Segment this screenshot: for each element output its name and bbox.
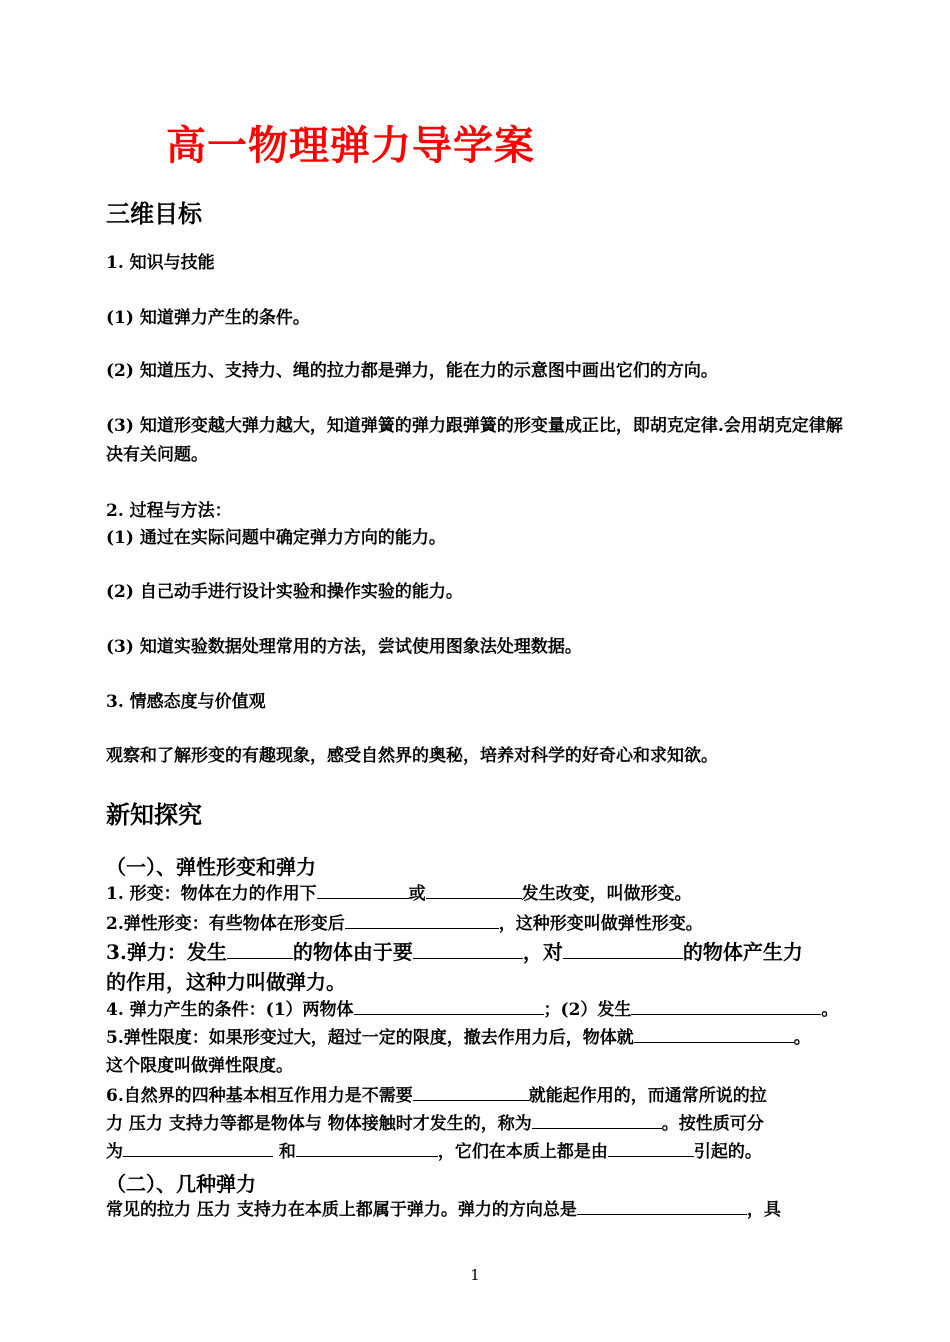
page-number: 1 <box>470 1266 480 1284</box>
question-7: 常见的拉力 压力 支持力在本质上都属于弹力。弹力的方向总是 ，具 <box>106 1196 848 1223</box>
section-heading-goals: 三维目标 <box>106 199 202 228</box>
emotion-item-1: 观察和了解形变的有趣现象，感受自然界的奥秘，培养对科学的好奇心和求知欲。 <box>106 746 718 766</box>
document-title: 高一物理弹力导学案 <box>166 122 535 169</box>
answer-blank[interactable] <box>631 996 821 1015</box>
subsection-types: （二）、几种弹力 <box>106 1172 256 1196</box>
answer-blank[interactable] <box>577 1196 747 1215</box>
subsection-elastic: （一）、弹性形变和弹力 <box>106 855 316 879</box>
answer-blank[interactable] <box>634 1024 794 1043</box>
question-2: 2.弹性形变：有些物体在形变后 ，这种形变叫做弹性形变。 <box>106 910 848 937</box>
answer-blank[interactable] <box>563 940 683 959</box>
knowledge-item-3: (3) 知道形变越大弹力越大，知道弹簧的弹力跟弹簧的形变量成正比，即胡克定律.会用胡克定律解决有关问题。 <box>106 416 843 465</box>
question-1: 1. 形变：物体在力的作用下 或 发生改变，叫做形变。 <box>106 880 848 907</box>
answer-blank[interactable] <box>413 1082 529 1101</box>
process-title: 2. 过程与方法： <box>106 501 232 521</box>
answer-blank[interactable] <box>354 996 544 1015</box>
process-item-3: (3) 知道实验数据处理常用的方法，尝试使用图象法处理数据。 <box>106 637 582 657</box>
process-item-2: (2) 自己动手进行设计实验和操作实验的能力。 <box>106 582 463 602</box>
section-heading-explore: 新知探究 <box>106 800 202 829</box>
answer-blank[interactable] <box>227 940 293 959</box>
answer-blank[interactable] <box>317 880 409 899</box>
knowledge-title: 1. 知识与技能 <box>106 253 215 273</box>
question-5: 5.弹性限度：如果形变过大，超过一定的限度，撤去作用力后，物体就 。 这个限度叫做弹性限度。 <box>106 1024 848 1080</box>
answer-blank[interactable] <box>413 940 523 959</box>
question-6: 6.自然界的四种基本相互作用力是不需要 就能起作用的，而通常所说的拉 力 压力 支持力等都是物体与 物体接触时才发生的，称为 。按性质可分 为 和 ，它们在本质上都是由 引起的。 <box>106 1082 848 1166</box>
answer-blank[interactable] <box>426 880 522 899</box>
answer-blank[interactable] <box>532 1110 662 1129</box>
knowledge-item-2: (2) 知道压力、支持力、绳的拉力都是弹力，能在力的示意图中画出它们的方向。 <box>106 361 718 381</box>
question-4: 4. 弹力产生的条件：(1）两物体 ；(2）发生 。 <box>106 996 848 1023</box>
answer-blank[interactable] <box>123 1138 273 1157</box>
emotion-title: 3. 情感态度与价值观 <box>106 692 266 712</box>
knowledge-item-1: (1) 知道弹力产生的条件。 <box>106 308 310 328</box>
question-3: 3.弹力：发生 的物体由于要 ，对 的物体产生力 的作用，这种力叫做弹力。 <box>106 940 803 994</box>
answer-blank[interactable] <box>608 1138 694 1157</box>
answer-blank[interactable] <box>296 1138 438 1157</box>
process-item-1: (1) 通过在实际问题中确定弹力方向的能力。 <box>106 528 446 548</box>
answer-blank[interactable] <box>345 910 499 929</box>
